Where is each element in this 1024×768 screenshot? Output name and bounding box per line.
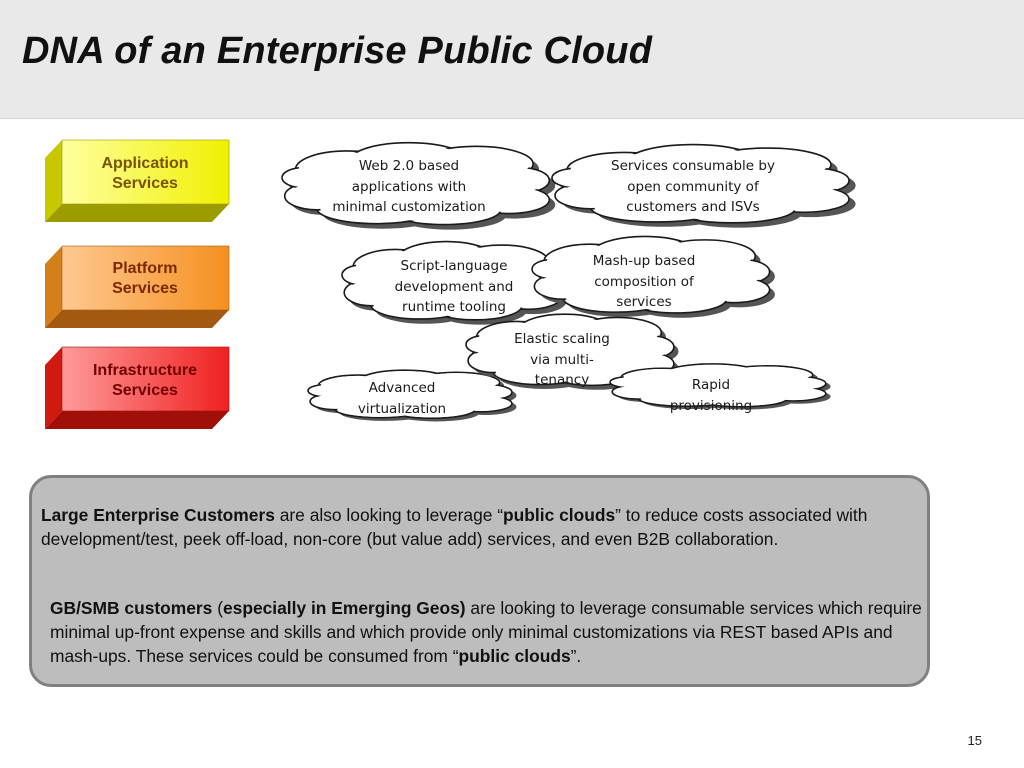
cloud-web20: Web 2.0 based applications with minimal customization (332, 158, 486, 215)
cloud-elastic-scaling: Elastic scaling via multi- tenancy (514, 331, 610, 388)
cloud-services-consumable: Services consumable by open community of customers and ISVs (611, 158, 775, 215)
note-paragraph-large-enterprise: Large Enterprise Customers are also looking to leverage “public clouds” to reduce costs associated with development/test, peek off-load, non-core (but value add) services, and even B2B collaboration. (41, 505, 868, 549)
layer-label-platform: Platform Services (112, 260, 178, 297)
cloud-advanced-virtualization: Advanced virtualization (357, 380, 447, 417)
layer-label-infrastructure: Infrastructure Services (92, 362, 198, 399)
cloud-mashup: Mash-up based composition of services (592, 253, 696, 310)
note-paragraph-gb-smb: GB/SMB customers (especially in Emerging Geos) are looking to leverage consumable services which require minimal up-front expense and skills and which provide only minimal customizations via REST based APIs and mash-ups. These services could be consumed from “public clouds”. (50, 598, 922, 666)
cloud-rapid-provisioning: Rapid provisioning (669, 377, 753, 414)
layer-label-application: Application Services (101, 155, 189, 192)
slide-title: DNA of an Enterprise Public Cloud (22, 30, 653, 72)
customer-note-box (29, 475, 930, 687)
page-number: 15 (967, 733, 982, 748)
cloud-script-language: Script-language development and runtime tooling (394, 258, 514, 315)
